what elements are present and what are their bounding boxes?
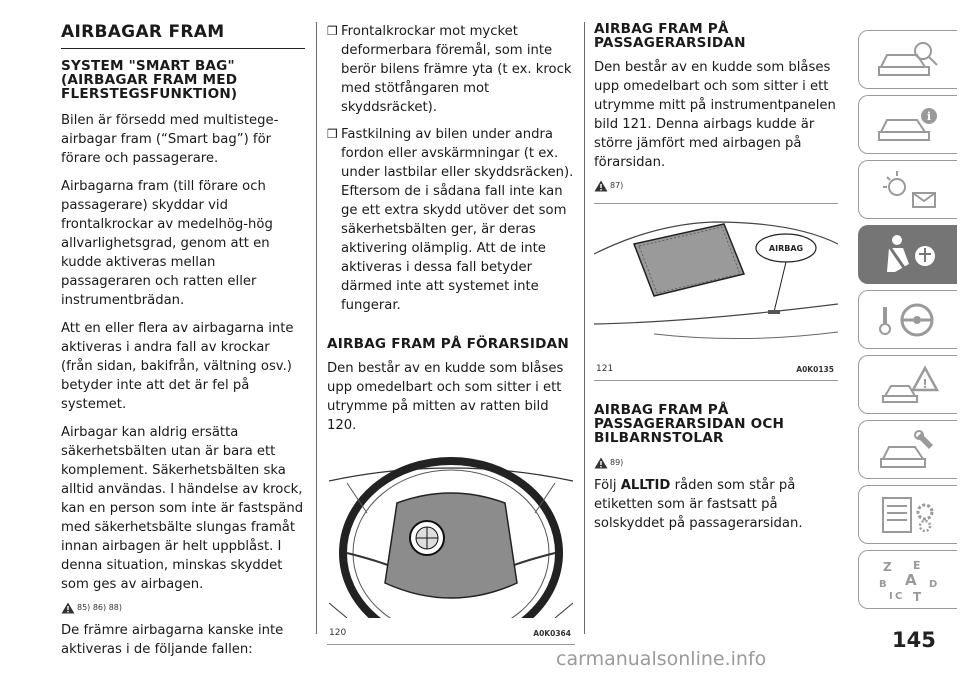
svg-text:!: !	[922, 376, 928, 391]
warning-reference	[594, 453, 838, 472]
paragraph: De främre airbagarna kanske inte aktiveras i de följande fallen:	[61, 623, 284, 657]
column-1	[61, 22, 305, 668]
checkbox-bullet-icon: ❒	[327, 24, 338, 38]
figure-caption	[594, 360, 838, 381]
column-divider-1	[316, 22, 317, 634]
figure-code: A0K0135	[796, 365, 834, 374]
svg-text:E: E	[913, 558, 921, 572]
watermark: carmanualsonline.info	[556, 648, 767, 670]
subsection-heading: AIRBAG FRAM PÅ FÖRARSIDAN	[327, 336, 569, 352]
tab-index[interactable]	[858, 550, 957, 609]
tab-car-overview[interactable]	[858, 30, 957, 89]
svg-text:C: C	[895, 590, 903, 602]
tab-car-info[interactable]	[858, 95, 957, 154]
warning-triangle-icon	[61, 602, 75, 614]
paragraph: Att en eller flera av airbagarna inte aktiveras i andra fall av krockar (från sidan, bakifrån, vältning osv.) betyder inte att det är fel på systemet.	[61, 321, 294, 412]
tab-emergency[interactable]	[858, 355, 957, 414]
svg-text:I: I	[889, 590, 893, 602]
figure-120	[327, 453, 575, 645]
warning-reference	[594, 176, 838, 195]
svg-text:D: D	[929, 578, 938, 590]
figure-number: 121	[596, 364, 614, 374]
figure-code: A0K0364	[533, 629, 571, 638]
list-item	[327, 125, 575, 315]
figure-121	[594, 203, 838, 381]
paragraph: Airbagarna fram (till förare och passagerare) skyddar vid frontalkrockar av medelhög-hög allvarlighetsgrad, genom att en kudde aktiveras mellan passageraren och ratten eller instrumentbrädan.	[61, 179, 273, 308]
tab-safety[interactable]	[858, 225, 957, 284]
svg-text:A: A	[905, 570, 917, 589]
document-gear-icon	[873, 492, 943, 538]
paragraph: Den består av en kudde som blåses upp omedelbart och som sitter i ett utrymme mitt på instrumentpanelen bild 121. Denna airbags kudde är större jämfört med airbagen på förarsidan.	[594, 60, 836, 170]
warning-triangle-icon	[594, 457, 608, 469]
light-and-mail-icon	[873, 167, 943, 213]
steering-wheel-icon	[873, 297, 943, 343]
paragraph	[594, 476, 838, 533]
paragraph: Airbagar kan aldrig ersätta säkerhetsbälten utan är bara ett komplement. Säkerhetsbälten ska alltid användas. I händelse av krock, kan en person som inte är fastspänd med säkerhetsbälte slungas framåt innan airbagen är helt uppblåst. I denna situation, minskas skyddet som ges av airbagen.	[61, 425, 304, 592]
list-item-text: Fastkilning av bilen under andra fordon eller avskärmningar (t ex. under lastbilar eller skyddsräcken). Eftersom de i sådana fall inte kan ge ett extra skydd utöver det som säkerhetsbälten ger, är deras aktivering olämplig. Att de inte aktiveras i dessa fall betyder därmed inte att systemet inte fungerar.	[341, 127, 574, 313]
svg-text:i: i	[926, 109, 932, 123]
column-divider-2	[584, 22, 585, 634]
column-3	[594, 22, 838, 542]
tab-maintenance[interactable]	[858, 420, 957, 479]
checkbox-bullet-icon: ❒	[327, 127, 338, 141]
warning-refs: 87)	[610, 181, 624, 190]
wrench-car-icon	[873, 427, 943, 473]
figure-caption	[327, 624, 575, 645]
car-info-icon	[873, 102, 943, 148]
tab-lights-controls[interactable]	[858, 160, 957, 219]
subsection-heading: SYSTEM "SMART BAG" (AIRBAGAR FRAM MED FLERSTEGSFUNKTION)	[61, 58, 238, 102]
svg-text:Z: Z	[883, 559, 892, 574]
tab-specifications[interactable]	[858, 485, 957, 544]
section-heading: AIRBAGAR FRAM	[61, 22, 305, 49]
airbag-label: AIRBAG	[768, 244, 804, 253]
text-emphasis: ALLTID	[620, 478, 671, 493]
subsection-heading: AIRBAG FRAM PÅ PASSAGERARSIDAN	[594, 21, 746, 51]
chapter-tabs	[858, 30, 960, 615]
figure-number: 120	[329, 628, 347, 638]
warning-triangle-car-icon	[873, 362, 943, 408]
list-item	[327, 22, 575, 117]
page-number: 145	[892, 628, 936, 652]
svg-text:T: T	[913, 589, 922, 603]
alphabet-index-icon	[873, 557, 943, 603]
warning-refs: 85) 86) 88)	[77, 603, 122, 612]
paragraph: Bilen är försedd med multistege-airbagar fram (“Smart bag”) för förare och passagerare.	[61, 113, 279, 166]
tab-driving[interactable]	[858, 290, 957, 349]
text-prefix: Följ	[594, 478, 621, 493]
svg-text:B: B	[879, 578, 887, 590]
paragraph: Den består av en kudde som blåses upp omedelbart och som sitter i ett utrymme på mitten av ratten bild 120.	[327, 361, 564, 433]
dashboard-airbag-illustration	[594, 204, 838, 354]
seatbelt-airbag-icon	[873, 232, 943, 278]
warning-reference	[61, 598, 305, 617]
warning-refs: 89)	[610, 458, 624, 467]
list-item-text: Frontalkrockar mot mycket deformerbara föremål, som inte berör bilens främre yta (t ex. krock med stötfångaren mot skyddsräcket).	[341, 24, 572, 115]
text-suffix: råden som står på etiketten som är fastsatt på solskyddet på passagerarsidan.	[594, 478, 803, 531]
subsection-heading: AIRBAG FRAM PÅ PASSAGERARSIDAN OCH BILBARNSTOLAR	[594, 402, 785, 446]
column-2	[327, 22, 575, 649]
steering-wheel-illustration	[327, 453, 575, 618]
warning-triangle-icon	[594, 180, 608, 192]
car-search-icon	[873, 37, 943, 83]
